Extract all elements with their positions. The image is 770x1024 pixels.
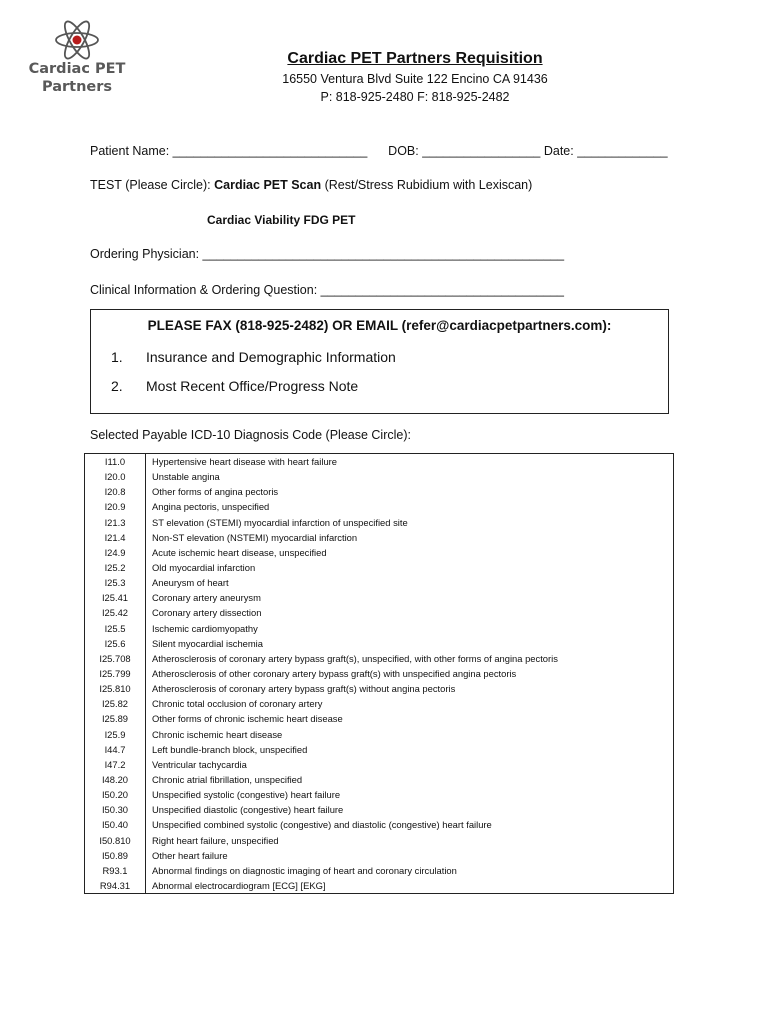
icd-description-cell: Atherosclerosis of coronary artery bypass graft(s), unspecified, with other forms of angina pectoris — [146, 651, 674, 666]
table-row[interactable] — [85, 787, 674, 802]
icd-description-cell: Chronic atrial fibrillation, unspecified — [146, 772, 674, 787]
icd-code-table — [84, 453, 674, 894]
icd-code-cell[interactable]: I20.0 — [85, 469, 146, 484]
icd-code-cell[interactable]: I48.20 — [85, 772, 146, 787]
table-row[interactable] — [85, 499, 674, 514]
fax-item — [111, 378, 358, 394]
icd-code-cell[interactable]: I25.9 — [85, 727, 146, 742]
icd-code-cell[interactable]: I50.20 — [85, 787, 146, 802]
icd-code-cell[interactable]: I20.8 — [85, 484, 146, 499]
patient-info-line[interactable]: Patient Name: ____________________________ DOB: _________________ Date: _____________ — [90, 144, 668, 158]
icd-code-cell[interactable]: I25.799 — [85, 666, 146, 681]
table-row[interactable] — [85, 590, 674, 605]
icd-code-cell[interactable]: R93.1 — [85, 863, 146, 878]
icd-description-cell: Coronary artery aneurysm — [146, 590, 674, 605]
table-row[interactable] — [85, 878, 674, 894]
icd-code-cell[interactable]: I50.40 — [85, 817, 146, 832]
table-row[interactable] — [85, 833, 674, 848]
icd-description-cell: Hypertensive heart disease with heart failure — [146, 454, 674, 470]
page-title: Cardiac PET Partners Requisition — [287, 50, 543, 67]
table-row[interactable] — [85, 469, 674, 484]
icd-description-cell: Ventricular tachycardia — [146, 757, 674, 772]
icd-description-cell: Left bundle-branch block, unspecified — [146, 742, 674, 757]
icd-description-cell: Other forms of chronic ischemic heart disease — [146, 711, 674, 726]
page-header — [180, 48, 650, 106]
icd-code-cell[interactable]: I25.6 — [85, 636, 146, 651]
address-line: 16550 Ventura Blvd Suite 122 Encino CA 91436 — [282, 72, 548, 86]
icd-description-cell: Aneurysm of heart — [146, 575, 674, 590]
icd-description-cell: Coronary artery dissection — [146, 605, 674, 620]
table-row[interactable] — [85, 696, 674, 711]
icd-code-cell[interactable]: I25.82 — [85, 696, 146, 711]
icd-description-cell: Non-ST elevation (NSTEMI) myocardial infarction — [146, 530, 674, 545]
test-label: TEST (Please Circle): — [90, 178, 215, 192]
icd-code-cell[interactable]: I25.708 — [85, 651, 146, 666]
icd-code-cell[interactable]: I25.41 — [85, 590, 146, 605]
table-row[interactable] — [85, 711, 674, 726]
table-row[interactable] — [85, 817, 674, 832]
icd-code-cell[interactable]: I25.2 — [85, 560, 146, 575]
fax-item-text: Insurance and Demographic Information — [146, 349, 396, 365]
table-row[interactable] — [85, 727, 674, 742]
icd-description-cell: Old myocardial infarction — [146, 560, 674, 575]
table-row[interactable] — [85, 454, 674, 470]
table-row[interactable] — [85, 742, 674, 757]
icd-code-cell[interactable]: I25.89 — [85, 711, 146, 726]
fax-item-number: 2. — [111, 378, 123, 394]
icd-description-cell: Unspecified combined systolic (congestive) and diastolic (congestive) heart failure — [146, 817, 674, 832]
icd-code-cell[interactable]: I20.9 — [85, 499, 146, 514]
icd-description-cell: Right heart failure, unspecified — [146, 833, 674, 848]
table-row[interactable] — [85, 560, 674, 575]
table-row[interactable] — [85, 681, 674, 696]
table-row[interactable] — [85, 772, 674, 787]
icd-description-cell: Other forms of angina pectoris — [146, 484, 674, 499]
fax-instructions-box — [90, 309, 669, 414]
fax-item-number: 1. — [111, 349, 123, 365]
icd-description-cell: Abnormal electrocardiogram [ECG] [EKG] — [146, 878, 674, 894]
test-option-viability[interactable]: Cardiac Viability FDG PET — [207, 213, 356, 227]
test-option-pet-scan[interactable]: Cardiac PET Scan — [214, 178, 322, 192]
table-row[interactable] — [85, 802, 674, 817]
icd-description-cell: ST elevation (STEMI) myocardial infarction of unspecified site — [146, 515, 674, 530]
table-row[interactable] — [85, 636, 674, 651]
atom-heart-icon — [52, 20, 102, 60]
table-row[interactable] — [85, 863, 674, 878]
icd-description-cell: Unspecified systolic (congestive) heart failure — [146, 787, 674, 802]
icd-description-cell: Atherosclerosis of coronary artery bypass graft(s) without angina pectoris — [146, 681, 674, 696]
logo-text-line1: Cardiac PET — [28, 61, 126, 77]
test-option-detail: (Rest/Stress Rubidium with Lexiscan) — [321, 178, 533, 192]
icd-description-cell: Other heart failure — [146, 848, 674, 863]
icd-description-cell: Atherosclerosis of other coronary artery bypass graft(s) with unspecified angina pectoris — [146, 666, 674, 681]
icd-code-cell[interactable]: I11.0 — [85, 454, 146, 470]
table-row[interactable] — [85, 651, 674, 666]
table-row[interactable] — [85, 545, 674, 560]
icd-code-cell[interactable]: I44.7 — [85, 742, 146, 757]
icd-description-cell: Chronic total occlusion of coronary artery — [146, 696, 674, 711]
table-row[interactable] — [85, 757, 674, 772]
icd-description-cell: Acute ischemic heart disease, unspecified — [146, 545, 674, 560]
icd-code-cell[interactable]: I25.3 — [85, 575, 146, 590]
table-row[interactable] — [85, 484, 674, 499]
phone-fax-line: P: 818-925-2480 F: 818-925-2482 — [320, 90, 510, 104]
table-row[interactable] — [85, 530, 674, 545]
icd-description-cell: Abnormal findings on diagnostic imaging of heart and coronary circulation — [146, 863, 674, 878]
test-selection-line — [90, 177, 532, 193]
fax-item-text: Most Recent Office/Progress Note — [146, 378, 359, 394]
icd-code-cell[interactable]: I21.3 — [85, 515, 146, 530]
icd-code-cell[interactable]: I50.810 — [85, 833, 146, 848]
ordering-physician-line[interactable]: Ordering Physician: ____________________________________________________ — [90, 247, 565, 261]
icd-code-cell[interactable]: I25.5 — [85, 621, 146, 636]
table-row[interactable] — [85, 605, 674, 620]
fax-item — [111, 349, 396, 365]
table-row[interactable] — [85, 575, 674, 590]
icd-description-cell: Unspecified diastolic (congestive) heart failure — [146, 802, 674, 817]
icd-code-cell[interactable]: R94.31 — [85, 878, 146, 894]
table-row[interactable] — [85, 848, 674, 863]
table-row[interactable] — [85, 621, 674, 636]
icd-code-cell[interactable]: I50.89 — [85, 848, 146, 863]
icd-code-cell[interactable]: I21.4 — [85, 530, 146, 545]
icd-description-cell: Silent myocardial ischemia — [146, 636, 674, 651]
icd-code-cell[interactable]: I50.30 — [85, 802, 146, 817]
icd-description-cell: Unstable angina — [146, 469, 674, 484]
table-row[interactable] — [85, 515, 674, 530]
icd-code-cell[interactable]: I25.810 — [85, 681, 146, 696]
table-row[interactable] — [85, 666, 674, 681]
icd-description-cell: Ischemic cardiomyopathy — [146, 621, 674, 636]
icd-code-cell[interactable]: I24.9 — [85, 545, 146, 560]
icd-heading: Selected Payable ICD-10 Diagnosis Code (Please Circle): — [90, 428, 411, 442]
icd-code-cell[interactable]: I47.2 — [85, 757, 146, 772]
clinical-info-line[interactable]: Clinical Information & Ordering Question: ___________________________________ — [90, 283, 564, 297]
logo-text-line2: Partners — [41, 79, 113, 95]
fax-instructions-title: PLEASE FAX (818-925-2482) OR EMAIL (refer@cardiacpetpartners.com): — [147, 318, 612, 333]
icd-description-cell: Angina pectoris, unspecified — [146, 499, 674, 514]
company-logo — [18, 20, 136, 96]
icd-description-cell: Chronic ischemic heart disease — [146, 727, 674, 742]
icd-code-cell[interactable]: I25.42 — [85, 605, 146, 620]
